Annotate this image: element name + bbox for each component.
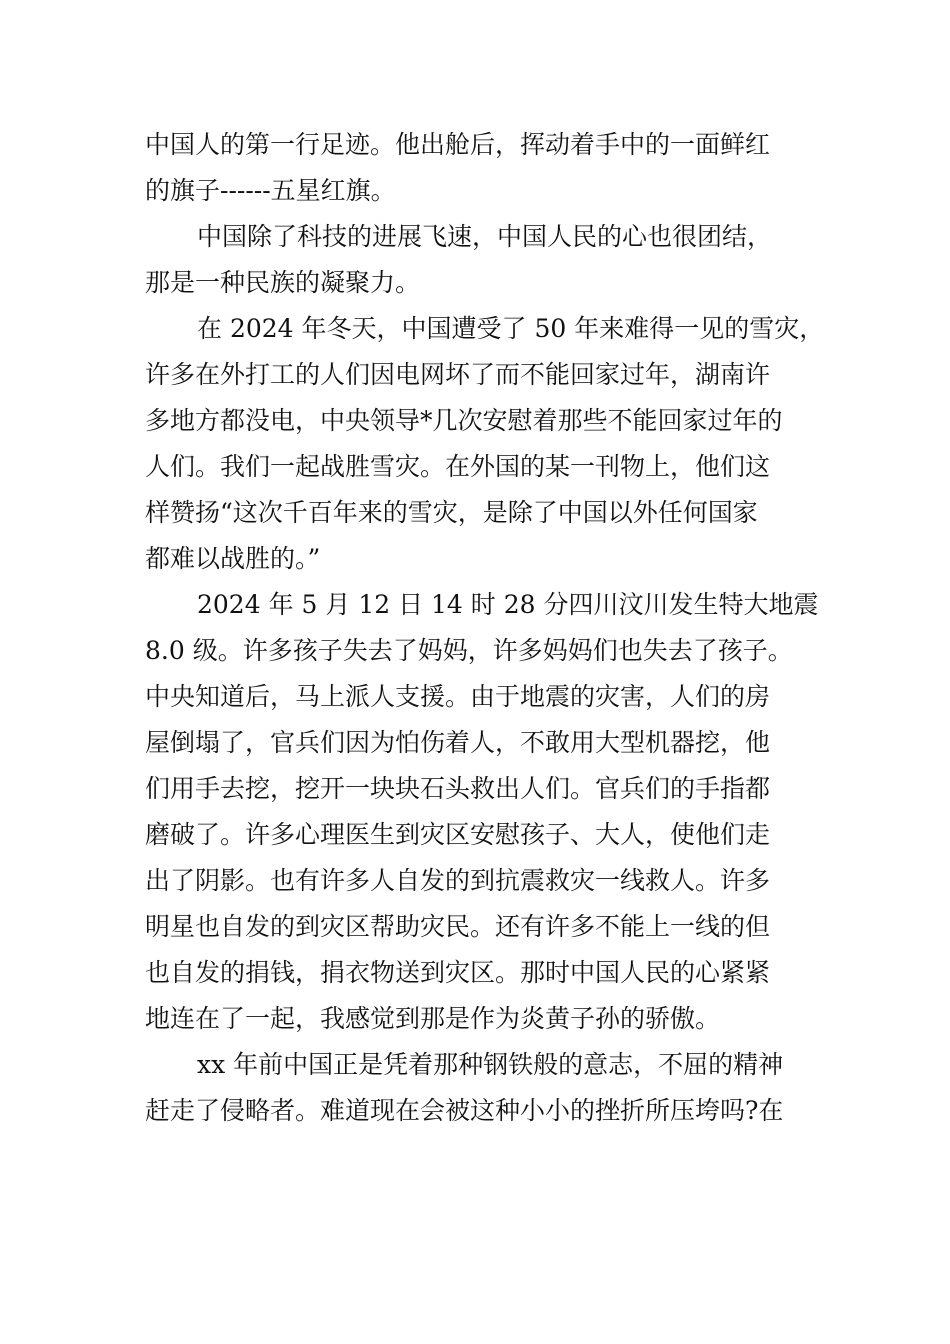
text-line: 样赞扬“这次千百年来的雪灾，是除了中国以外任何国家 <box>145 498 758 527</box>
text-line: 2024 年 5 月 12 日 14 时 28 分四川汶川发生特大地震 <box>197 590 819 619</box>
text-line: 中国人的第一行足迹。他出舱后，挥动着手中的一面鲜红 <box>145 130 771 159</box>
text-line: 赶走了侵略者。难道现在会被这种小小的挫折所压垮吗?在 <box>145 1096 784 1125</box>
text-line: 出了阴影。也有许多人自发的到抗震救灾一线救人。许多 <box>145 866 771 895</box>
text-line: 屋倒塌了，官兵们因为怕伤着人，不敢用大型机器挖，他 <box>145 728 771 757</box>
paragraph-2 <box>145 214 810 306</box>
text-line: 的旗子------五星红旗。 <box>145 176 396 205</box>
text-line: 都难以战胜的。” <box>145 544 321 573</box>
paragraph-1 <box>145 122 810 214</box>
text-line: 地连在了一起，我感觉到那是作为炎黄子孙的骄傲。 <box>145 1004 721 1033</box>
text-line: 磨破了。许多心理医生到灾区安慰孩子、大人，使他们走 <box>145 820 771 849</box>
paragraph-3 <box>145 306 825 582</box>
text-line: 多地方都没电，中央领导*几次安慰着那些不能回家过年的 <box>145 406 783 435</box>
text-line: 们用手去挖，挖开一块块石头救出人们。官兵们的手指都 <box>145 774 771 803</box>
text-line: xx 年前中国正是凭着那种钢铁般的意志，不屈的精神 <box>197 1050 784 1079</box>
text-line: 也自发的捐钱，捐衣物送到灾区。那时中国人民的心紧紧 <box>145 958 771 987</box>
document-body <box>145 122 825 1134</box>
text-line: 8.0 级。许多孩子失去了妈妈，许多妈妈们也失去了孩子。 <box>145 636 793 665</box>
text-line: 中央知道后，马上派人支援。由于地震的灾害，人们的房 <box>145 682 771 711</box>
paragraph-5 <box>145 1042 810 1134</box>
text-line: 在 2024 年冬天，中国遭受了 50 年来难得一见的雪灾， <box>197 314 825 343</box>
paragraph-4 <box>145 582 819 1042</box>
text-line: 许多在外打工的人们因电网坏了而不能回家过年，湖南许 <box>145 360 771 389</box>
text-line: 中国除了科技的进展飞速，中国人民的心也很团结， <box>197 222 773 251</box>
text-line: 那是一种民族的凝聚力。 <box>145 268 421 297</box>
text-line: 明星也自发的到灾区帮助灾民。还有许多不能上一线的但 <box>145 912 771 941</box>
text-line: 人们。我们一起战胜雪灾。在外国的某一刊物上，他们这 <box>145 452 771 481</box>
